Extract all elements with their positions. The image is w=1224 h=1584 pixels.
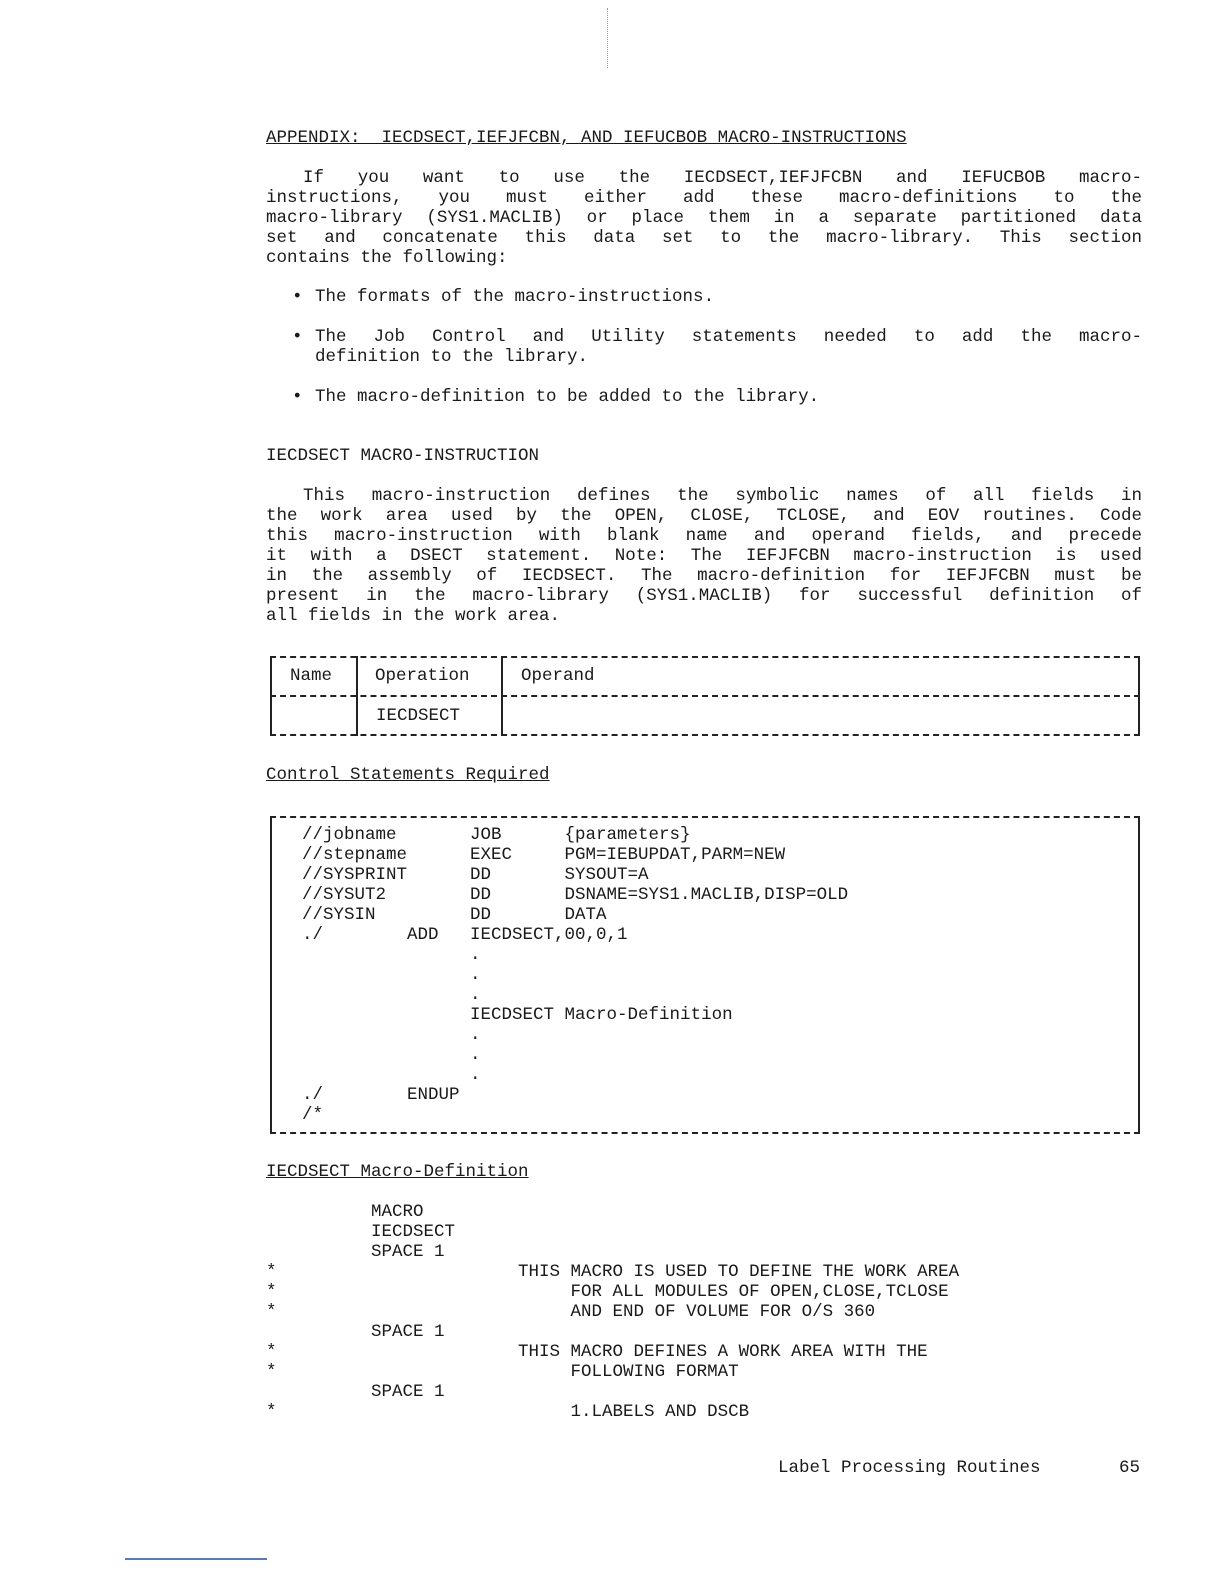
macro-definition-title: IECDSECT Macro-Definition <box>266 1162 529 1182</box>
section-line: all fields in the work area. <box>266 606 561 626</box>
section-line: this macro-instruction with blank name and operand fields, and precede <box>266 526 1142 546</box>
format-table-header-name: Name <box>290 666 333 686</box>
control-statements-title: Control Statements Required <box>266 765 550 785</box>
control-line: . <box>302 985 481 1005</box>
format-table-cell-operation: IECDSECT <box>376 706 461 726</box>
control-line: . <box>302 1045 481 1065</box>
bullet-marker: • <box>292 327 303 347</box>
intro-line: If you want to use the IECDSECT,IEFJFCBN and IEFUCBOB macro- <box>303 168 1142 188</box>
section-paragraph <box>266 486 1142 626</box>
bullet-item-continued: definition to the library. <box>315 347 589 367</box>
macro-line: * FOR ALL MODULES OF OPEN,CLOSE,TCLOSE <box>266 1282 949 1302</box>
bullet-item: The macro-definition to be added to the library. <box>315 387 820 407</box>
scan-blue-line <box>125 1558 267 1560</box>
format-table-header-operand: Operand <box>521 666 595 686</box>
control-line: . <box>302 945 481 965</box>
section-line: in the assembly of IECDSECT. The macro-definition for IEFJFCBN must be <box>266 566 1142 586</box>
intro-line: set and concatenate this data set to the macro-library. This section <box>266 228 1142 248</box>
control-line: ./ ADD IECDSECT,00,0,1 <box>302 925 628 945</box>
macro-line: SPACE 1 <box>266 1382 445 1402</box>
control-line: IECDSECT Macro-Definition <box>302 1005 733 1025</box>
section-line: the work area used by the OPEN, CLOSE, TCLOSE, and EOV routines. Code <box>266 506 1142 526</box>
control-line: . <box>302 965 481 985</box>
control-line: //jobname JOB {parameters} <box>302 825 691 845</box>
section-line: it with a DSECT statement. Note: The IEFJFCBN macro-instruction is used <box>266 546 1142 566</box>
control-statements-listing <box>302 825 848 1125</box>
intro-line: contains the following: <box>266 248 508 268</box>
macro-line: * 1.LABELS AND DSCB <box>266 1402 750 1422</box>
section-line: present in the macro-library (SYS1.MACLIB) for successful definition of <box>266 586 1142 606</box>
intro-line: instructions, you must either add these macro-definitions to the <box>266 188 1142 208</box>
bullet-marker: • <box>292 287 303 307</box>
format-table-header-operation: Operation <box>375 666 470 686</box>
macro-line: SPACE 1 <box>266 1242 445 1262</box>
scan-mark <box>607 8 608 68</box>
control-line: /* <box>302 1105 324 1125</box>
bullet-item: The formats of the macro-instructions. <box>315 287 715 307</box>
macro-definition-listing <box>266 1202 959 1422</box>
control-line: . <box>302 1025 481 1045</box>
macro-line: * THIS MACRO IS USED TO DEFINE THE WORK AREA <box>266 1262 960 1282</box>
format-table-divider <box>270 695 1140 697</box>
section-title: IECDSECT MACRO-INSTRUCTION <box>266 446 540 466</box>
control-line: //SYSIN DD DATA <box>302 905 607 925</box>
control-line: //SYSPRINT DD SYSOUT=A <box>302 865 649 885</box>
macro-line: MACRO <box>266 1202 424 1222</box>
control-line: . <box>302 1065 481 1085</box>
section-line: This macro-instruction defines the symbolic names of all fields in <box>303 486 1142 506</box>
control-line: //SYSUT2 DD DSNAME=SYS1.MACLIB,DISP=OLD <box>302 885 849 905</box>
control-line: ./ ENDUP <box>302 1085 460 1105</box>
macro-line: SPACE 1 <box>266 1322 445 1342</box>
macro-line: * FOLLOWING FORMAT <box>266 1362 739 1382</box>
format-table-col-divider <box>501 656 503 736</box>
control-line: //stepname EXEC PGM=IEBUPDAT,PARM=NEW <box>302 845 786 865</box>
appendix-heading: APPENDIX: IECDSECT,IEFJFCBN, AND IEFUCBOB MACRO-INSTRUCTIONS <box>266 128 907 148</box>
intro-paragraph <box>266 168 1142 268</box>
macro-line: IECDSECT <box>266 1222 456 1242</box>
bullet-item: The Job Control and Utility statements needed to add the macro- <box>315 327 1142 347</box>
macro-line: * AND END OF VOLUME FOR O/S 360 <box>266 1302 876 1322</box>
page-number: 65 <box>1119 1458 1141 1478</box>
bullet-marker: • <box>292 387 303 407</box>
footer-title: Label Processing Routines <box>778 1458 1041 1478</box>
format-table-col-divider <box>356 656 358 736</box>
macro-line: * THIS MACRO DEFINES A WORK AREA WITH THE <box>266 1342 928 1362</box>
intro-line: macro-library (SYS1.MACLIB) or place them in a separate partitioned data <box>266 208 1142 228</box>
